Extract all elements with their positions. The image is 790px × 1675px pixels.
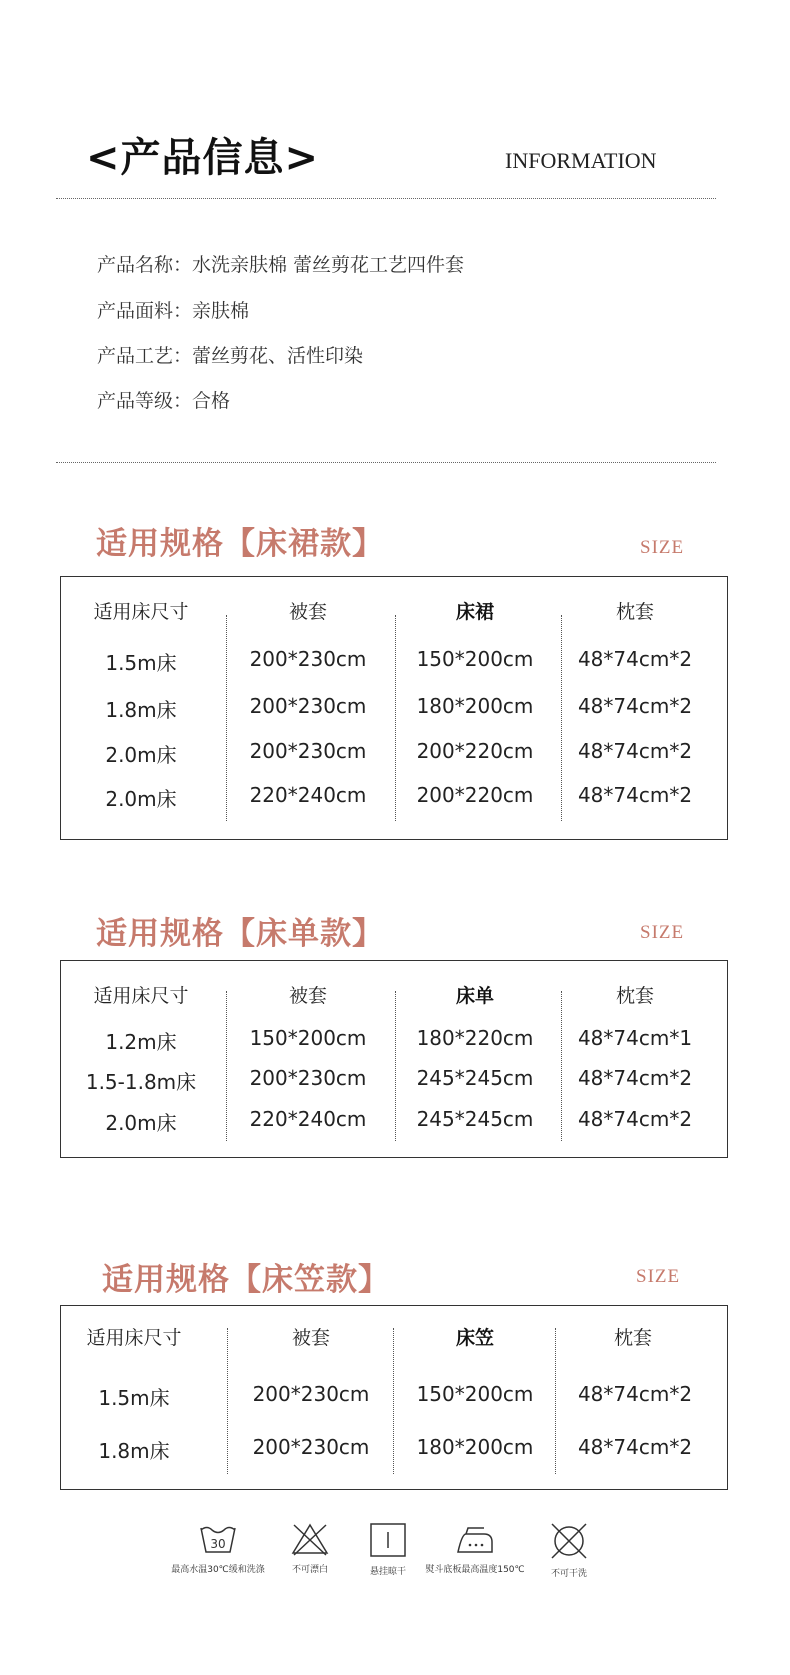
table-cell: 1.2m床 — [105, 1030, 177, 1054]
col-header: 床笠 — [455, 1327, 494, 1349]
table-cell: 1.8m床 — [98, 1439, 170, 1463]
col-header: 枕套 — [615, 985, 654, 1007]
table-cell: 200*220cm — [416, 783, 534, 807]
table-cell: 245*245cm — [416, 1107, 534, 1131]
table-cell: 180*200cm — [416, 694, 534, 718]
size-label: SIZE — [640, 537, 685, 558]
table-cell: 200*230cm — [249, 739, 367, 763]
table-cell: 1.5m床 — [105, 651, 177, 675]
section-title-flatsheet: 适用规格【床单款】 — [96, 916, 384, 952]
size-table-bedskirt — [60, 576, 728, 840]
table-cell: 48*74cm*2 — [577, 1435, 693, 1459]
table-cell: 245*245cm — [416, 1066, 534, 1090]
info-line-fabric: 产品面料：亲肤棉 — [97, 300, 250, 322]
size-label: SIZE — [640, 922, 685, 943]
table-cell: 48*74cm*2 — [577, 739, 693, 763]
table-cell: 1.8m床 — [105, 698, 177, 722]
table-cell: 180*220cm — [416, 1026, 534, 1050]
table-cell: 48*74cm*2 — [577, 647, 693, 671]
table-cell: 220*240cm — [249, 783, 367, 807]
table-cell: 200*230cm — [252, 1382, 370, 1406]
table-cell: 48*74cm*1 — [577, 1026, 693, 1050]
info-line-name: 产品名称：水洗亲肤棉 蕾丝剪花工艺四件套 — [97, 254, 465, 276]
svg-text:30: 30 — [210, 1537, 226, 1551]
table-cell: 200*230cm — [249, 1066, 367, 1090]
size-label: SIZE — [636, 1266, 681, 1287]
care-label: 最高水温30℃缓和洗涤 — [171, 1565, 265, 1575]
table-cell: 200*220cm — [416, 739, 534, 763]
table-cell: 150*200cm — [249, 1026, 367, 1050]
info-line-craft: 产品工艺：蕾丝剪花、活性印染 — [97, 345, 364, 367]
table-cell: 48*74cm*2 — [577, 1107, 693, 1131]
section-title-fitted: 适用规格【床笠款】 — [102, 1262, 390, 1298]
care-item-wash — [163, 1522, 273, 1575]
col-header: 床单 — [455, 985, 494, 1007]
size-table-fitted — [60, 1305, 728, 1490]
table-cell: 48*74cm*2 — [577, 1066, 693, 1090]
care-item-no-dry-clean — [534, 1522, 604, 1579]
page-title: <产品信息> — [86, 135, 320, 181]
iron-150-icon — [454, 1522, 496, 1556]
table-cell: 1.5m床 — [98, 1386, 170, 1410]
hang-dry-icon — [368, 1522, 408, 1558]
table-cell: 180*200cm — [416, 1435, 534, 1459]
care-label: 熨斗底板最高温度150℃ — [425, 1565, 525, 1575]
table-cell: 150*200cm — [416, 1382, 534, 1406]
size-table-flatsheet — [60, 960, 728, 1158]
col-header: 被套 — [291, 1327, 330, 1349]
divider — [56, 198, 716, 199]
no-dry-clean-icon — [549, 1522, 589, 1560]
col-header: 适用床尺寸 — [86, 1327, 182, 1349]
table-cell: 48*74cm*2 — [577, 694, 693, 718]
table-cell: 48*74cm*2 — [577, 1382, 693, 1406]
col-header: 枕套 — [615, 601, 654, 623]
col-header: 枕套 — [613, 1327, 652, 1349]
table-cell: 200*230cm — [249, 647, 367, 671]
col-header: 床裙 — [455, 601, 494, 623]
table-cell: 220*240cm — [249, 1107, 367, 1131]
table-cell: 2.0m床 — [105, 743, 177, 767]
care-item-hang-dry — [353, 1522, 423, 1577]
no-bleach-icon — [290, 1522, 330, 1556]
care-item-no-bleach — [275, 1522, 345, 1575]
table-cell: 48*74cm*2 — [577, 783, 693, 807]
col-header: 被套 — [288, 601, 327, 623]
section-title-bedskirt: 适用规格【床裙款】 — [96, 526, 384, 562]
table-cell: 200*230cm — [252, 1435, 370, 1459]
col-header: 适用床尺寸 — [93, 985, 189, 1007]
page-subtitle-en: INFORMATION — [505, 148, 657, 173]
care-label: 不可漂白 — [291, 1565, 328, 1575]
col-header: 适用床尺寸 — [93, 601, 189, 623]
care-label: 不可干洗 — [550, 1569, 587, 1579]
table-cell: 1.5-1.8m床 — [85, 1070, 197, 1094]
table-cell: 200*230cm — [249, 694, 367, 718]
divider — [56, 462, 716, 463]
info-line-grade: 产品等级：合格 — [97, 390, 231, 412]
wash-30-icon — [198, 1522, 238, 1556]
care-label: 悬挂晾干 — [369, 1567, 406, 1577]
table-cell: 2.0m床 — [105, 787, 177, 811]
table-cell: 2.0m床 — [105, 1111, 177, 1135]
col-header: 被套 — [288, 985, 327, 1007]
table-cell: 150*200cm — [416, 647, 534, 671]
care-item-iron — [415, 1522, 535, 1575]
